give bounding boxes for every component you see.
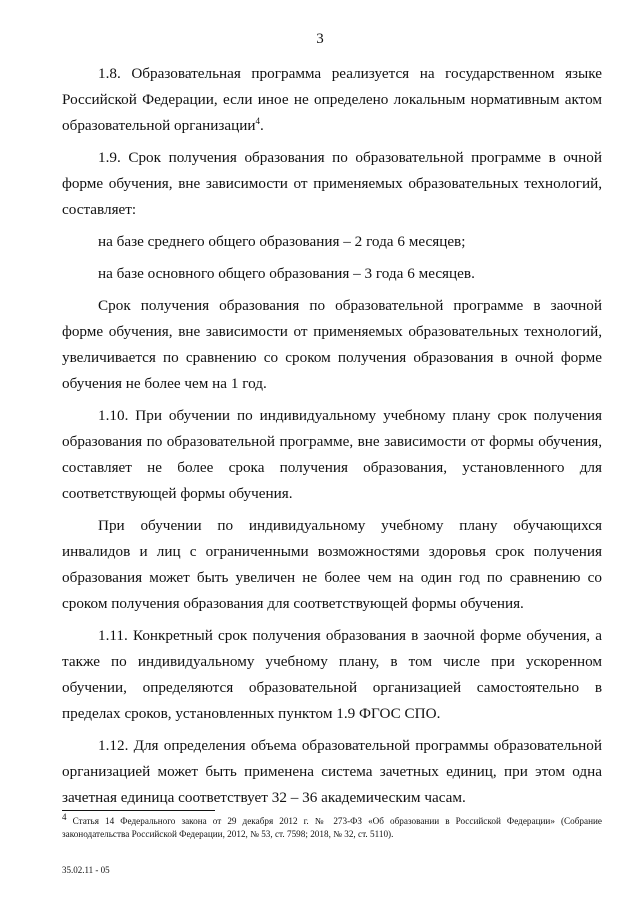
paragraph-1-11: 1.11. Конкретный срок получения образования в заочной форме обучения, а также по индивидуальному учебному плану, в том числе при ускоренном обучении, определяются образовательной организацией самостоятельно в пределах сроков, установленных пунктом 1.9 ФГОС СПО. [62, 627, 602, 722]
footnote [62, 811, 603, 841]
footnote-mark: 4 [62, 811, 67, 822]
footnote-separator [62, 810, 215, 811]
paragraph-1-12: 1.12. Для определения объема образовательной программы образовательной организацией может быть применена система зачетных единиц, при этом одна зачетная единица соответствует 32 – 36 академическим часам. [62, 737, 602, 806]
paragraph-1-10: 1.10. При обучении по индивидуальному учебному плану срок получения образования по образовательной программе, вне зависимости от формы обучения, составляет не более срока получения образования, установленного для соответствующей формы обучения. [62, 407, 602, 502]
footnote-reference: 4 [255, 115, 261, 126]
paragraph-disabilities: При обучении по индивидуальному учебному плану обучающихся инвалидов и лиц с ограниченными возможностями здоровья срок получения образования может быть увеличен не более чем на один год по сравнению со сроком получения образования для соответствующей формы обучения. [62, 517, 602, 612]
list-item-secondary: на базе среднего общего образования – 2 года 6 месяцев; [98, 233, 466, 250]
paragraph-text: 1.8. Образовательная программа реализуется на государственном языке Российской Федерации, если иное не определено локальным нормативным актом образовательной организации [62, 65, 602, 134]
list-item-basic: на базе основного общего образования – 3 года 6 месяцев. [98, 265, 475, 282]
footnote-text: Статья 14 Федерального закона от 29 декабря 2012 г. № 273-ФЗ «Об образовании в Российской Федерации» (Собрание законодательства Российской Федерации, 2012, № 53, ст. 7598; 2018, № 32, ст. 5110). [62, 816, 603, 839]
document-code: 35.02.11 - 05 [62, 865, 110, 875]
paragraph-extramural: Срок получения образования по образовательной программе в заочной форме обучения, вне зависимости от применяемых образовательных технологий, увеличивается по сравнению со сроком получения образования в очной форме обучения не более чем на 1 год. [62, 297, 602, 392]
paragraph-1-8 [62, 61, 602, 139]
paragraph-1-9: 1.9. Срок получения образования по образовательной программе в очной форме обучения, вне зависимости от применяемых образовательных технологий, составляет: [62, 149, 602, 218]
paragraph-tail: . [260, 117, 264, 134]
page-number: 3 [316, 31, 324, 47]
document-body [62, 61, 602, 811]
